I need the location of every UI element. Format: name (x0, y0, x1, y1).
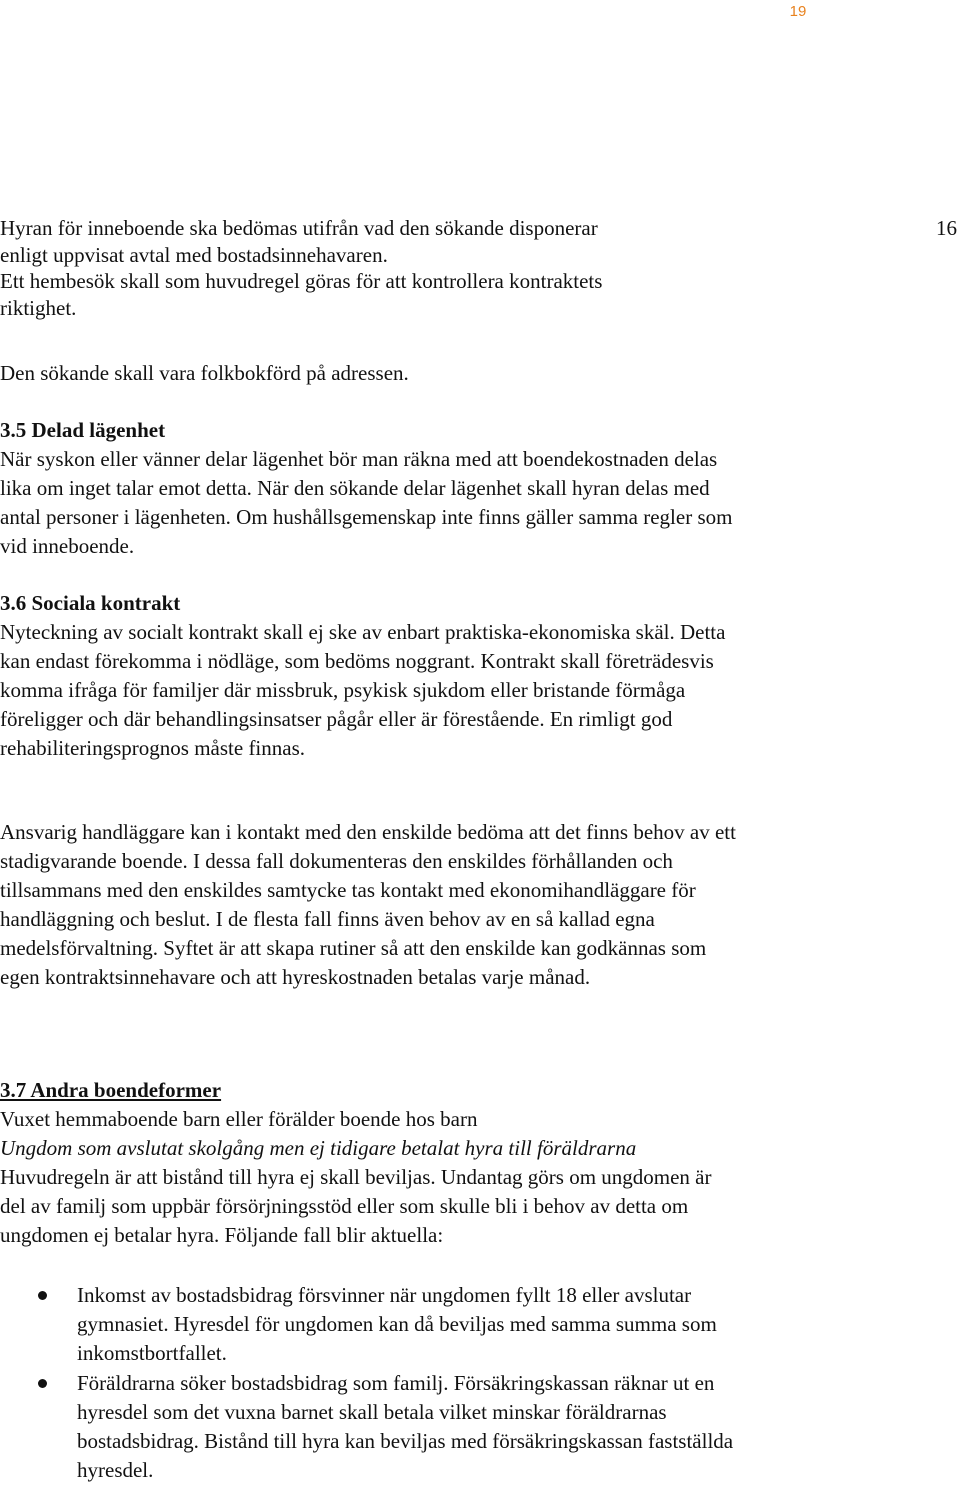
text-line: riktighet. (0, 295, 77, 320)
paragraph-registered-address: Den sökande skall vara folkbokförd på adressen. (0, 361, 409, 385)
section-other-housing (0, 1076, 745, 1250)
section-subheading: Vuxet hemmaboende barn eller förälder boende hos barn (0, 1107, 478, 1131)
bullet-icon (38, 1291, 47, 1300)
section-heading: 3.7 Andra boendeformer (0, 1078, 222, 1102)
section-shared-apartment (0, 416, 760, 561)
bullet-list (0, 1281, 760, 1485)
text-line: Ett hembesök skall som huvudregel göras för att kontrollera kontraktets (0, 269, 603, 293)
section-heading: 3.5 Delad lägenhet (0, 418, 166, 442)
text-line: Hyran för inneboende ska bedömas utifrån vad den sökande disponerar (0, 216, 598, 240)
bullet-icon (38, 1379, 47, 1388)
section-social-contracts (0, 589, 760, 763)
section-body: Huvudregeln är att bistånd till hyra ej skall beviljas. Undantag görs om ungdomen är del av familj som uppbär försörjningsstöd eller som skulle bli i behov av detta om ungdomen ej betalar hyra. Följande fall blir aktuella: (0, 1165, 712, 1247)
section-body: Nyteckning av socialt kontrakt skall ej ske av enbart praktiska-ekonomiska skäl. Detta kan endast förekomma i nödläge, som bedöms noggrant. Kontrakt skall företrädesvis komma ifråga för familjer där missbruk, psykisk sjukdom eller bristande förmåga föreligger och där behandlingsinsatser pågår eller är förestående. En rimligt god rehabiliteringsprognos måste finnas. (0, 620, 726, 760)
paragraph-rent-lodger (0, 215, 760, 321)
italic-subheading: Ungdom som avslutat skolgång men ej tidigare betalat hyra till föräldrarna (0, 1136, 637, 1160)
document-page-number: 16 (936, 216, 957, 240)
text-line: enligt uppvisat avtal med bostadsinnehavaren. (0, 242, 388, 267)
section-body: När syskon eller vänner delar lägenhet bör man räkna med att boendekostnaden delas lika om inget talar emot detta. När den sökande delar lägenhet skall hyran delas med antal personer i lägenheten. Om hushållsgemenskap inte finns gäller samma regler som vid inneboende. (0, 447, 733, 558)
list-item-text: Inkomst av bostadsbidrag försvinner när ungdomen fyllt 18 eller avslutar gymnasiet. Hyresdel för ungdomen kan då beviljas med samma summa som inkomstbortfallet. (77, 1283, 717, 1365)
section-heading: 3.6 Sociala kontrakt (0, 591, 181, 615)
paragraph-responsible-officer: Ansvarig handläggare kan i kontakt med den enskilde bedöma att det finns behov av ett stadigvarande boende. I dessa fall dokumenteras den enskildes förhållanden och tillsammans med den enskildes samtycke tas kontakt med ekonomihandläggare för handläggning och beslut. I de flesta fall finns även behov av en så kallad egna medelsförvaltning. Syftet är att skapa rutiner så att den enskilde kan godkännas som egen kontraktsinnehavare och att hyreskostnaden betalas varje månad. (0, 820, 736, 989)
list-item (0, 1369, 760, 1485)
list-item (0, 1281, 760, 1368)
list-item-text: Föräldrarna söker bostadsbidrag som familj. Försäkringskassan räknar ut en hyresdel som det vuxna barnet skall betala vilket minskar föräldrarnas bostadsbidrag. Bistånd till hyra kan beviljas med försäkringskassan fastställda hyresdel. (77, 1371, 734, 1482)
viewer-page-indicator: 19 (789, 3, 807, 20)
